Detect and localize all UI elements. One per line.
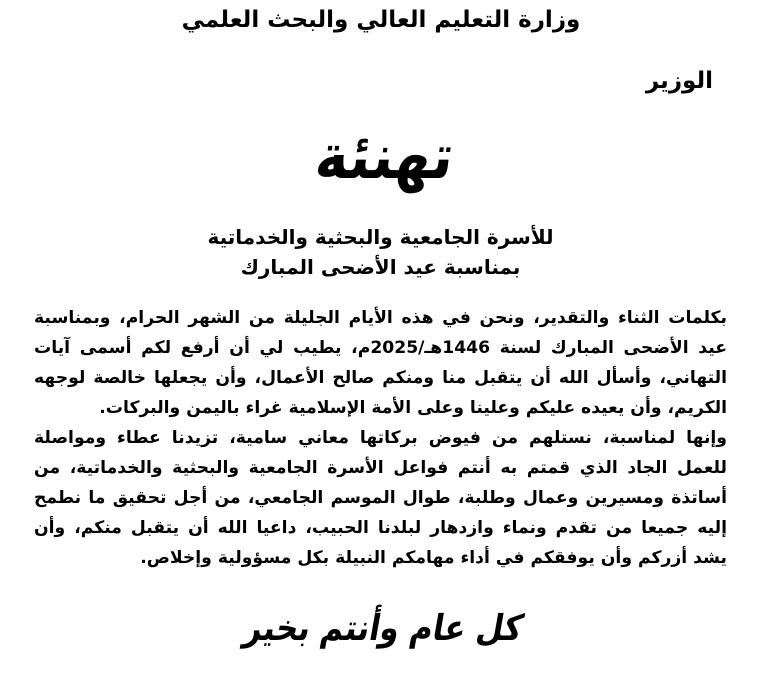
- subtitle-line-2: بمناسبة عيد الأضحى المبارك: [240, 255, 521, 279]
- ministry-header: وزارة التعليم العالي والبحث العلمي: [181, 7, 581, 33]
- letter-body: [34, 303, 727, 573]
- calligraphy-footer-container: [0, 607, 761, 674]
- issuer-title: الوزير: [645, 68, 713, 94]
- calligraphy-title-tahniaa: تهنئة: [311, 120, 458, 194]
- subtitle-line-1: للأسرة الجامعية والبحثية والخدماتية: [207, 225, 554, 249]
- calligraphy-title-container: [0, 120, 761, 215]
- calligraphy-footer-greeting: كل عام وأنتم بخير: [241, 607, 527, 650]
- body-paragraph-1: بكلمات الثناء والتقدير، ونحن في هذه الأيام الجليلة من الشهر الحرام، وبمناسبة عيد الأضحى المبارك لسنة 1446هـ/2025م، يطيب لي أن أرفع لكم أسمى آيات التهاني، وأسأل الله أن يتقبل منا ومنكم صالح الأعمال، وأن يجعلها خالصة لوجهه الكريم، وأن يعيده عليكم وعلينا وعلى الأمة الإسلامية غراء باليمن والبركات.: [34, 308, 727, 418]
- subtitle-block: [0, 222, 761, 282]
- body-paragraph-2: وإنها لمناسبة، نستلهم من فيوض بركاتها معاني سامية، تزيدنا عطاء ومواصلة للعمل الجاد الذي قمتم به أنتم فواعل الأسرة الجامعية والبحثية والخدماتية، من أساتذة ومسيرين وعمال وطلبة، طوال الموسم الجامعي، من أجل تحقيق ما نطمح إليه جميعا من تقدم ونماء وازدهار لبلدنا الحبيب، داعيا الله أن يتقبل منكم، وأن يشد أزركم وأن يوفقكم في أداء مهامكم النبيلة بكل مسؤولية وإخلاص.: [34, 428, 727, 568]
